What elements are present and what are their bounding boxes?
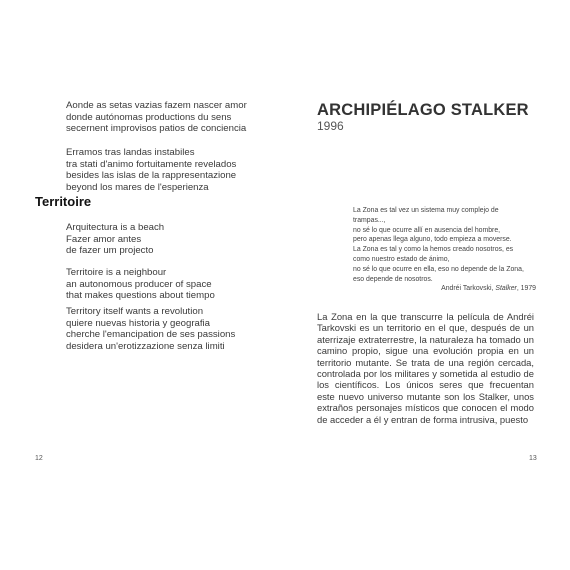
attribution-work: Stalker bbox=[495, 285, 517, 293]
right-page bbox=[285, 0, 570, 570]
quote-line: La Zona es tal y como la hemos creado nosotros, es bbox=[353, 246, 514, 254]
poem-line: desidera un'erotizzazione senza limiti bbox=[66, 340, 225, 352]
poem-stanza bbox=[66, 100, 247, 135]
poem-line: Aonde as setas vazias fazem nascer amor bbox=[66, 100, 247, 111]
page-number: 13 bbox=[529, 455, 537, 462]
poem-line: an autonomous producer of space bbox=[66, 278, 212, 290]
poem-stanza bbox=[66, 267, 215, 302]
body-paragraph: La Zona en la que transcurre la película de Andréi Tarkovski es un territorio en el que, después de un aterrizaje extraterrestre, la naturaleza ha tomado un camino propio, sigue una evolución propia en un territorio mutante. Se trata de una región cercada, controlada por los militares y sometida al estudio de los científicos. Los únicos seres que frecuentan este nuevo universo mutante son los Stalker, unos extraños personajes místicos que conocen el modo de acceder a él y entran de forma intrusiva, puesto bbox=[317, 311, 534, 425]
poem-line: Arquitectura is a beach bbox=[66, 222, 165, 233]
chapter-title: ARCHIPIÉLAGO STALKER bbox=[317, 101, 529, 119]
poem-line: beyond los mares de l'esperienza bbox=[66, 181, 209, 193]
poem-line: Territory itself wants a revolution bbox=[66, 306, 204, 317]
quote-attribution bbox=[353, 284, 536, 294]
quote-line: La Zona es tal vez un sistema muy complejo de bbox=[353, 207, 499, 214]
quote-line: como nuestro estado de ánimo, bbox=[353, 255, 450, 263]
poem-line: Territoire is a neighbour bbox=[66, 267, 167, 278]
poem-line: that makes questions about tiempo bbox=[66, 290, 215, 302]
poem-line: Erramos tras landas instabiles bbox=[66, 147, 195, 158]
poem-line: besides las islas de la rappresentazione bbox=[66, 170, 237, 182]
quote-line: no sé lo que ocurre allí en ausencia del hombre, bbox=[353, 226, 501, 234]
attribution-year: , 1979 bbox=[516, 285, 536, 293]
poem-stanza bbox=[66, 147, 236, 193]
poem-line: donde autónomas productions du sens bbox=[66, 111, 232, 123]
poem-line: de fazer um projecto bbox=[66, 245, 154, 257]
poem-stanza bbox=[66, 222, 164, 257]
section-title: Territoire bbox=[35, 194, 92, 209]
poem-line: secernent improvisos patios de conciencia bbox=[66, 123, 247, 135]
quote-line: no sé lo que ocurre en ella, eso no depende de la Zona, bbox=[353, 265, 524, 273]
quote-line: trampas..., bbox=[353, 216, 386, 224]
poem-stanza bbox=[66, 306, 235, 352]
quote-line: pero apenas llega alguno, todo empieza a moverse. bbox=[353, 236, 512, 244]
poem-line: tra stati d'animo fortuitamente revelados bbox=[66, 158, 237, 170]
poem-line: cherche l'emancipation de ses passions bbox=[66, 329, 236, 341]
chapter-year: 1996 bbox=[317, 119, 344, 133]
quote-line: eso depende de nosotros. bbox=[353, 275, 433, 283]
poem-line: quiere nuevas historia y geografia bbox=[66, 317, 210, 329]
attribution-author: Andréi Tarkovski, bbox=[441, 285, 494, 293]
poem-line: Fazer amor antes bbox=[66, 233, 142, 245]
epigraph-quote bbox=[353, 206, 536, 294]
page-number: 12 bbox=[35, 455, 43, 462]
